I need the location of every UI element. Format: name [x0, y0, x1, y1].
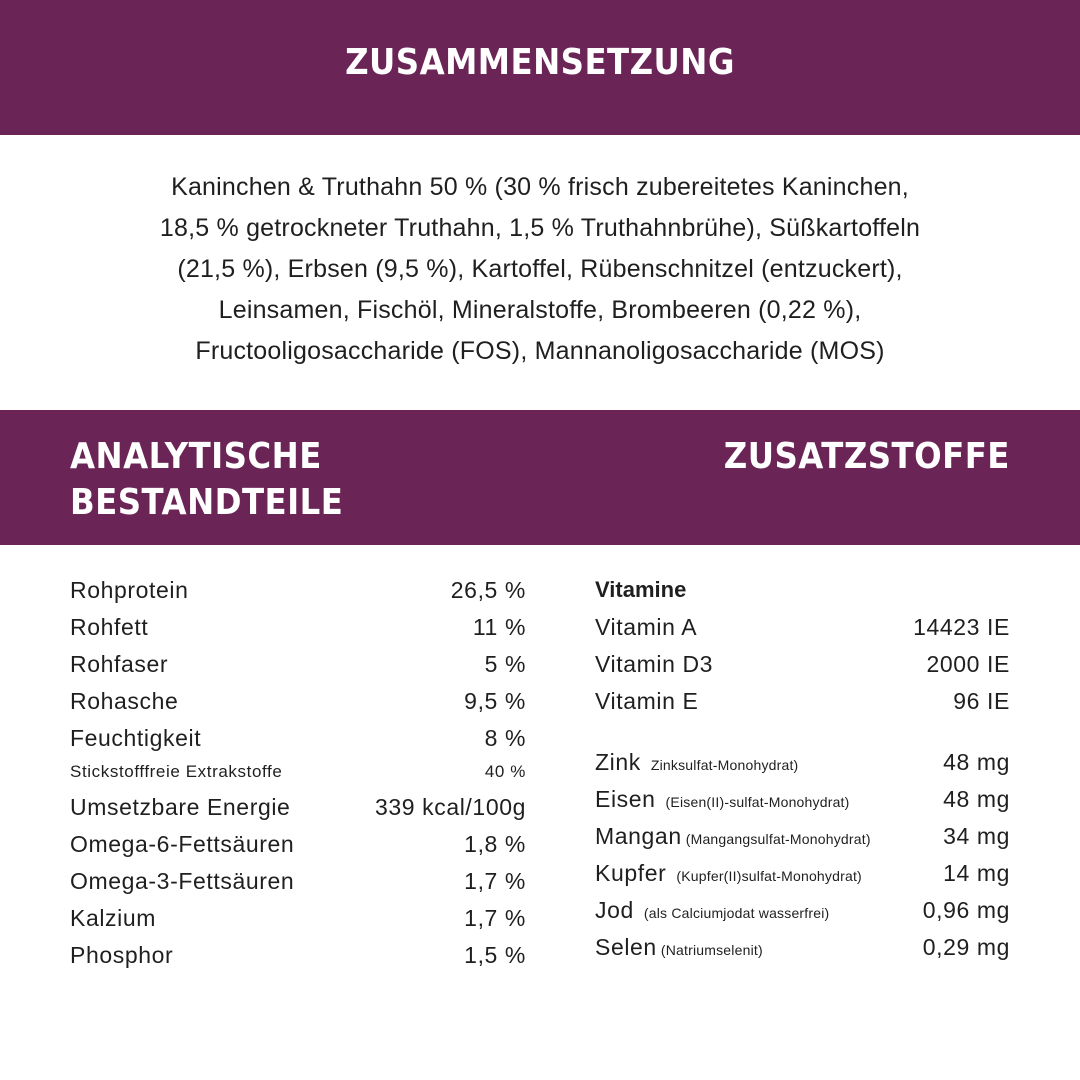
table-row	[70, 688, 526, 725]
row-note: (Eisen(II)-sulfat-Monohydrat)	[665, 794, 850, 810]
analytical-title	[70, 434, 343, 526]
table-row	[70, 725, 526, 762]
composition-line: Leinsamen, Fischöl, Mineralstoffe, Brombeeren (0,22 %),	[218, 296, 862, 324]
composition-title: ZUSAMMENSETZUNG	[345, 42, 735, 83]
row-label: Rohprotein	[70, 577, 189, 603]
row-value: 34 mg	[943, 823, 1010, 849]
row-value: 2000 IE	[926, 651, 1010, 677]
mineral-row	[595, 934, 1010, 971]
row-label: Rohfaser	[70, 651, 169, 677]
row-note: Zinksulfat-Monohydrat)	[650, 757, 799, 773]
mineral-row	[595, 749, 1010, 786]
table-row	[70, 942, 526, 979]
row-value: 5 %	[484, 651, 526, 677]
analytical-table	[70, 577, 526, 979]
row-value: 9,5 %	[464, 688, 526, 714]
row-value: 0,96 mg	[922, 897, 1010, 923]
row-label: Kupfer	[595, 860, 667, 886]
table-row	[70, 651, 526, 688]
additives-table	[595, 577, 1010, 971]
composition-line: Fructooligosaccharide (FOS), Mannanoligosaccharide (MOS)	[195, 337, 885, 365]
row-value: 96 IE	[953, 688, 1010, 714]
row-value: 48 mg	[943, 749, 1010, 775]
row-label: Omega-6-Fettsäuren	[70, 831, 295, 857]
row-value: 14 mg	[943, 860, 1010, 886]
row-value: 48 mg	[943, 786, 1010, 812]
row-note: (Kupfer(II)sulfat-Monohydrat)	[676, 868, 862, 884]
composition-line: 18,5 % getrockneter Truthahn, 1,5 % Truthahnbrühe), Süßkartoffeln	[159, 214, 921, 242]
mineral-row	[595, 823, 1010, 860]
row-label: Rohfett	[70, 614, 149, 640]
row-value: 1,5 %	[464, 942, 526, 968]
row-label: Zink	[595, 749, 641, 775]
mineral-row	[595, 897, 1010, 934]
row-note: (Natriumselenit)	[660, 942, 763, 958]
row-label: Eisen	[595, 786, 656, 812]
row-label: Kalzium	[70, 905, 157, 931]
analytical-title-line2: BESTANDTEILE	[70, 482, 344, 523]
mineral-row	[595, 860, 1010, 897]
vitamin-row	[595, 614, 1010, 651]
row-value: 14423 IE	[913, 614, 1010, 640]
vitamins-heading: Vitamine	[595, 577, 687, 602]
table-row	[70, 831, 526, 868]
row-label: Feuchtigkeit	[70, 725, 202, 751]
table-row	[70, 762, 526, 794]
row-label: Vitamin D3	[595, 651, 714, 677]
table-row	[70, 614, 526, 651]
row-value: 1,7 %	[464, 905, 526, 931]
row-label: Omega-3-Fettsäuren	[70, 868, 295, 894]
mineral-row	[595, 786, 1010, 823]
row-label: Phosphor	[70, 942, 174, 968]
row-value: 339 kcal/100g	[374, 794, 526, 820]
row-label: Umsetzbare Energie	[70, 794, 291, 820]
row-label: Vitamin E	[595, 688, 699, 714]
table-row	[70, 868, 526, 905]
vitamin-row	[595, 688, 1010, 725]
row-label: Selen	[595, 934, 657, 960]
table-row	[70, 794, 526, 831]
row-value: 26,5 %	[450, 577, 526, 603]
row-label: Rohasche	[70, 688, 179, 714]
spacer	[595, 725, 1010, 749]
composition-line: (21,5 %), Erbsen (9,5 %), Kartoffel, Rübenschnitzel (entzuckert),	[177, 255, 903, 283]
table-row	[70, 905, 526, 942]
row-label: Jod	[595, 897, 634, 923]
row-label: Stickstofffreie Extrakstoffe	[70, 762, 283, 781]
row-value: 8 %	[484, 725, 526, 751]
vitamin-row	[595, 651, 1010, 688]
table-row	[70, 577, 526, 614]
row-note: (Mangangsulfat-Monohydrat)	[685, 831, 871, 847]
analytical-title-line1: ANALYTISCHE	[70, 436, 322, 477]
additives-title: ZUSATZSTOFFE	[723, 436, 1010, 477]
row-value: 0,29 mg	[922, 934, 1010, 960]
row-value: 11 %	[472, 614, 526, 640]
row-value: 1,7 %	[464, 868, 526, 894]
row-label: Mangan	[595, 823, 682, 849]
composition-line: Kaninchen & Truthahn 50 % (30 % frisch zubereitetes Kaninchen,	[171, 173, 909, 201]
row-label: Vitamin A	[595, 614, 698, 640]
row-value: 1,8 %	[464, 831, 526, 857]
composition-text	[60, 167, 1020, 372]
row-note: (als Calciumjodat wasserfrei)	[643, 905, 830, 921]
row-value: 40 %	[484, 762, 526, 781]
